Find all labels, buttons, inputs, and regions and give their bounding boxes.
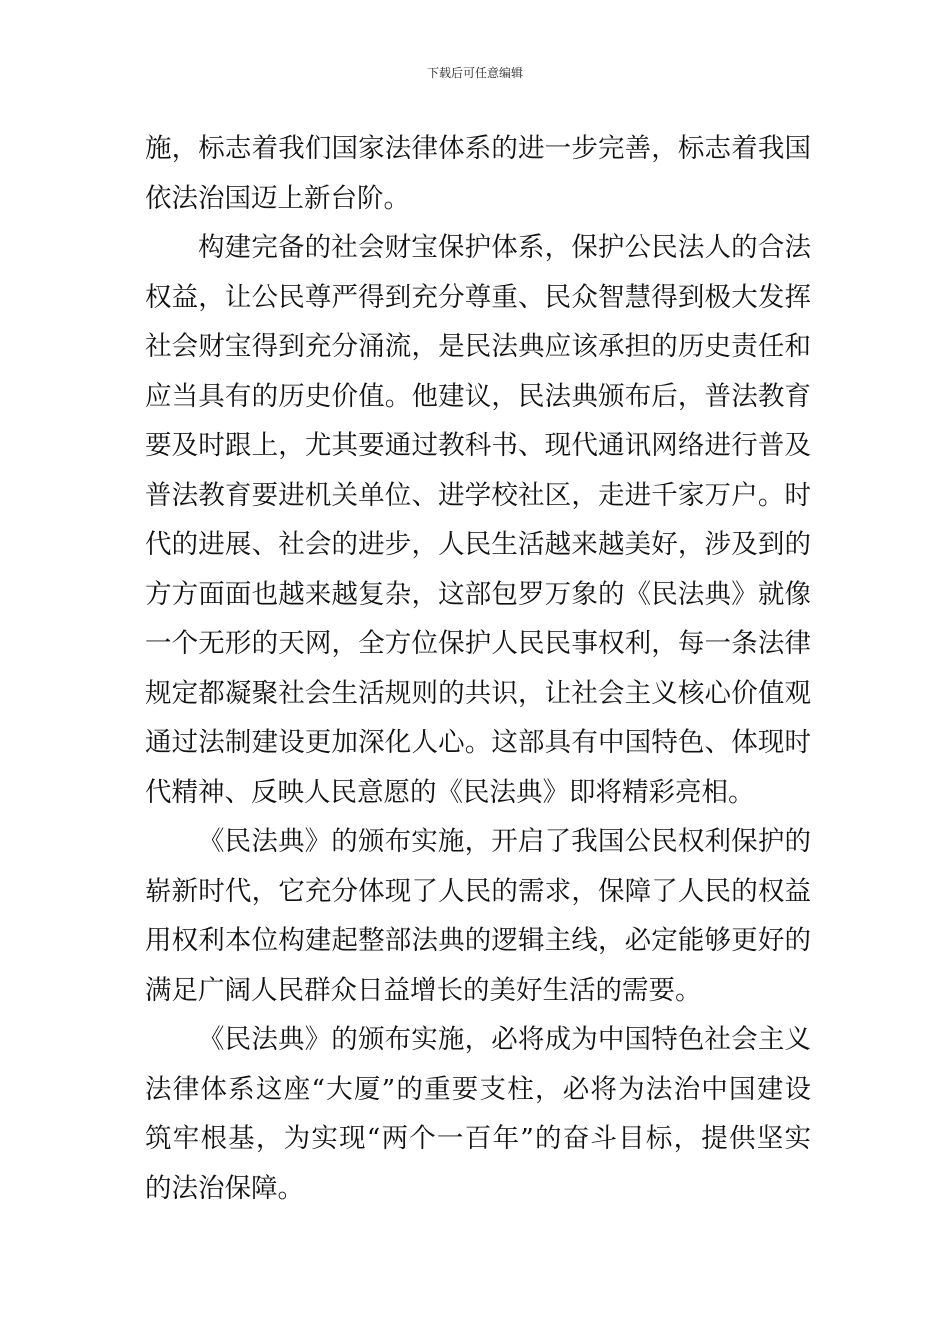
text-line: 要及时跟上，尤其要通过教科书、现代通讯网络进行普及 bbox=[145, 430, 811, 461]
paragraph bbox=[145, 124, 811, 223]
text-line: 社会财宝得到充分涌流，是民法典应该承担的历史责任和 bbox=[145, 331, 811, 362]
text-line: 的法治保障。 bbox=[145, 1172, 304, 1204]
paragraph bbox=[145, 817, 811, 1015]
text-line: 通过法制建设更加深化人心。这部具有中国特色、体现时 bbox=[145, 727, 811, 758]
text-line: 权益，让公民尊严得到充分尊重、民众智慧得到极大发挥 bbox=[145, 281, 811, 313]
text-line: 施，标志着我们国家法律体系的进一步完善，标志着我国 bbox=[145, 133, 811, 164]
text-line: 代的进展、社会的进步，人民生活越来越美好，涉及到的 bbox=[145, 529, 811, 560]
text-line: 崭新时代，它充分体现了人民的需求，保障了人民的权益 bbox=[145, 875, 811, 907]
document-body bbox=[145, 124, 811, 1213]
page-header: 下载后可任意编辑 bbox=[426, 66, 523, 80]
text-line: 满足广阔人民群众日益增长的美好生活的需要。 bbox=[145, 974, 702, 1006]
text-line: 构建完备的社会财宝保护体系，保护公民法人的合法 bbox=[198, 232, 811, 263]
text-line: 普法教育要进机关单位、进学校社区，走进千家万户。时 bbox=[145, 479, 811, 511]
text-line: 法律体系这座“大厦”的重要支柱，必将为法治中国建设 bbox=[145, 1073, 811, 1105]
paragraph bbox=[145, 223, 811, 817]
text-line: 一个无形的天网，全方位保护人民民事权利，每一条法律 bbox=[145, 628, 811, 659]
text-line: 规定都凝聚社会生活规则的共识，让社会主义核心价值观 bbox=[145, 677, 811, 709]
text-line: 方方面面也越来越复杂，这部包罗万象的《民法典》就像 bbox=[145, 578, 811, 610]
text-line: 《民法典》的颁布实施，必将成为中国特色社会主义 bbox=[198, 1024, 811, 1055]
text-line: 代精神、反映人民意愿的《民法典》即将精彩亮相。 bbox=[145, 776, 755, 808]
text-line: 用权利本位构建起整部法典的逻辑主线，必定能够更好的 bbox=[145, 925, 811, 956]
text-line: 筑牢根基，为实现“两个一百年”的奋斗目标，提供坚实 bbox=[145, 1123, 811, 1154]
paragraph bbox=[145, 1015, 811, 1213]
text-line: 《民法典》的颁布实施，开启了我国公民权利保护的 bbox=[198, 826, 811, 857]
text-line: 应当具有的历史价值。他建议，民法典颁布后，普法教育 bbox=[145, 380, 811, 412]
text-line: 依法治国迈上新台阶。 bbox=[145, 182, 410, 214]
